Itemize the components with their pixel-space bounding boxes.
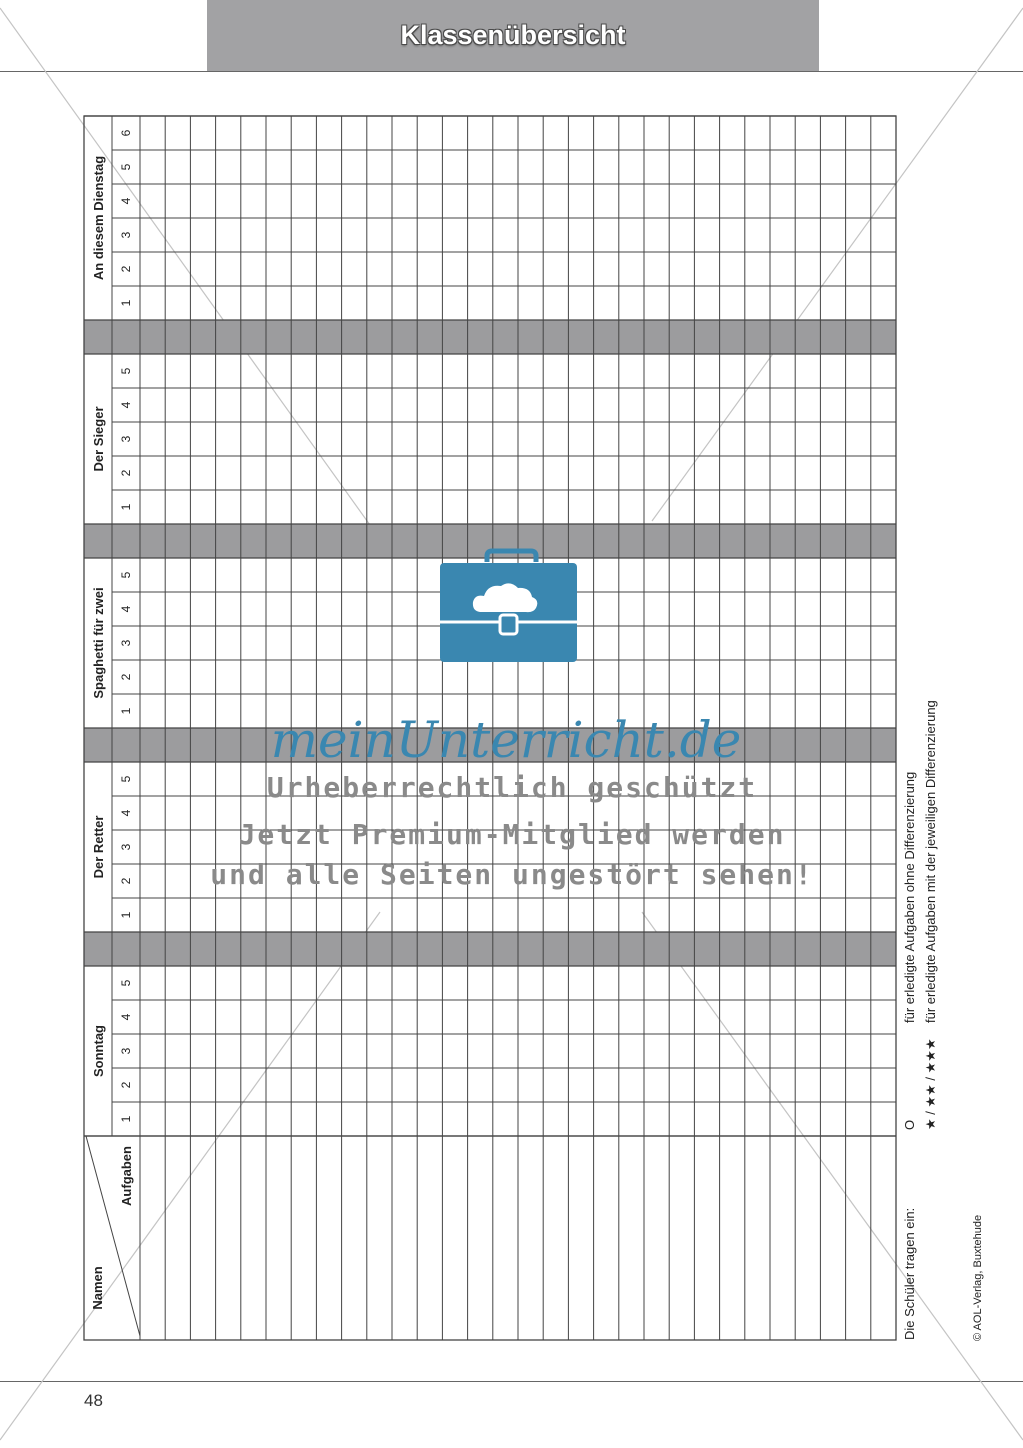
copyright: © AOL-Verlag, Buxtehude [972, 1214, 984, 1341]
task-number: 1 [119, 299, 133, 307]
watermark-diagonal [642, 912, 1023, 1440]
watermark-line-1: Urheberrechtlich geschützt [266, 771, 758, 804]
task-number: 5 [119, 163, 133, 171]
task-number: 3 [119, 435, 133, 443]
task-number: 6 [119, 129, 133, 137]
task-number: 5 [119, 979, 133, 987]
section-title: Der Retter [91, 815, 106, 879]
task-number: 4 [119, 809, 133, 817]
task-number: 3 [119, 843, 133, 851]
task-number: 3 [119, 231, 133, 239]
section-title: Der Sieger [91, 406, 106, 472]
task-number: 3 [119, 639, 133, 647]
header-tasks: Aufgaben [119, 1146, 134, 1206]
task-number: 5 [119, 571, 133, 579]
watermark-logo-text: meinUnterricht.de [270, 711, 742, 769]
watermark-line-2: Jetzt Premium-Mitglied werden [238, 818, 786, 851]
task-number: 4 [119, 401, 133, 409]
task-number: 3 [119, 1047, 133, 1055]
watermark-diagonal [0, 8, 370, 525]
section-title: Spaghetti für zwei [91, 587, 106, 699]
task-number: 4 [119, 605, 133, 613]
bag-clasp [500, 615, 517, 634]
section-separator [84, 932, 896, 966]
legend-symbol-stars: ★ / ★★ / ★★★ [923, 1038, 938, 1130]
task-number: 4 [119, 1013, 133, 1021]
task-number: 2 [119, 673, 133, 681]
section-title: An diesem Dienstag [91, 155, 106, 281]
legend-text-stars: für erledigte Aufgaben mit der jeweiligen Differenzierung [923, 700, 938, 1023]
task-number: 1 [119, 707, 133, 715]
task-number: 1 [119, 503, 133, 511]
watermark-line-3: und alle Seiten ungestört sehen! [210, 858, 814, 891]
task-number: 2 [119, 469, 133, 477]
task-number: 1 [119, 911, 133, 919]
bag-body [440, 563, 577, 662]
header-names: Namen [90, 1266, 105, 1310]
task-number: 2 [119, 1081, 133, 1089]
legend [902, 700, 938, 1340]
legend-text-plain: für erledigte Aufgaben ohne Differenzierung [902, 771, 917, 1023]
legend-symbol-plain: O [902, 1119, 917, 1130]
task-number: 2 [119, 877, 133, 885]
task-number: 1 [119, 1115, 133, 1123]
task-number: 5 [119, 367, 133, 375]
task-number: 4 [119, 197, 133, 205]
page-number: 48 [84, 1391, 103, 1410]
section-separator [84, 320, 896, 354]
task-number: 2 [119, 265, 133, 273]
section-title: Sonntag [91, 1025, 106, 1077]
task-number: 5 [119, 775, 133, 783]
page-title: Klassenübersicht [400, 20, 626, 50]
watermark-bag-logo [440, 551, 577, 662]
watermark-diagonal [652, 8, 1023, 521]
legend-intro: Die Schüler tragen ein: [902, 1207, 917, 1340]
